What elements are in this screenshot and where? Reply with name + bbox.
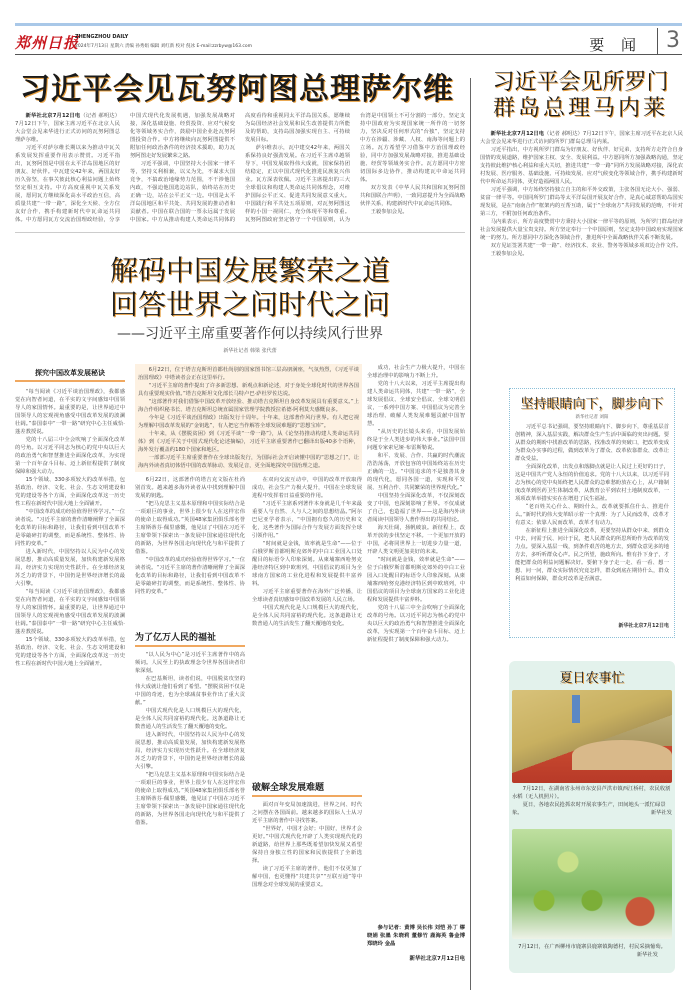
story3-headline-line1: 习近平会见所罗门 [492, 70, 669, 95]
story2-byline: 新华社记者 韩梁 张代蕾 [223, 348, 277, 354]
story2-para: “从历史的长镜头来看，中国发展始终是于全人类进步的伟大事业。”法国中国问题专家索尼娅·布雷斯勒说。 [367, 429, 465, 451]
story2-center-block [135, 364, 362, 941]
story2-para: “中国改革的成功经验值得世界学习。”一位读者说。“习近平主席的著作清晰阐释了全面深化改革的目标和路径，让我们看到中国改革不是零敲碎打的调整，而是系统性、整体性、协同性的变革。” [135, 557, 245, 595]
lead-para: 6月22日，位于塔吉克斯坦首都杜尚别的国家图书馆三层高朋满座，气氛热烈，《习近平谈治国理政》中塔读者会正在这里举行。 [138, 367, 359, 381]
caption-text: 夏日，各地农民抢抓农时开展农事生产，田间地头一派忙碌景象。 [512, 802, 666, 816]
harvest-photo [512, 690, 672, 783]
story2-para: 成功，社会生产力极大提升，中国在全球治理中的影响力不断上升。 [367, 365, 465, 379]
story1-para: 王毅参加会见。 [370, 209, 408, 215]
story2-para: “时间就是金钱，效率就是生命”——位于白俄罗斯首都明斯克郊外的中白工业园入口处醒目的标语令人印象深刻。从柬埔寨西哈努克港经济特区到中欧班列，中国倡议的项目为全球南方国家的工业化进程和发展提供丰富养料。 [367, 557, 465, 603]
story2-para: 进入新时代，中国坚持以人民为中心的发展思想，推动高质量发展，加快构建新发展格局，经济实力实现历史性跃升。在全球经济复苏乏力的背景下，中国仍是世界经济增长的最大引擎。 [15, 549, 125, 587]
story3-para: 双方见证签署共建“一带一路”、经济技术、农业、警务等领域多项双边合作文件。 [490, 243, 682, 249]
story2-para: 在双向交流互动中，中国的改革开放取得成功，社会生产力极大提升，中国在全球发展进程中发挥着日益重要的作用。 [252, 477, 362, 499]
story2-para: “把马克思主义基本原理和中国实际结合是一项艰巨的事业，世界上很少有人在这样宏伟的使命上取得成功。”英国48家集团俱乐部名誉主席斯蒂芬·佩里感慨，他见证了中国在习近平主席带领下探索出一条发展中国家通往现代化的新路，为世界各国走向现代化与和平提供了借鉴。 [135, 772, 245, 826]
story2-para: 中国坚持全面深化改革，不仅深刻改变了中国，也深刻影响了世界。不仅成就了自己，也造福了世界——这是海内外读者阅读中国领导人著作得出的共同结论。 [367, 493, 465, 523]
divider [15, 232, 465, 233]
story4-para: 全面深化改革，出发点和落脚点就是让人民过上更好的日子，这是中国共产党人永恒的价值追求。党的十八大以来，以习近平同志为核心的党中央始终把人民群众的急难愁盼放在心上，从户籍制度改革到医药卫生体制改革，从教育公平到农村土地制度改革，一项项改革举措实实在在增进了民生福祉。 [515, 464, 669, 502]
story5-headline: 夏日农事忙 [559, 671, 625, 686]
story2-para: “中国改革的成功经验值得世界学习。”一位读者说。“习近平主席的著作清晰阐释了全面深化改革的目标和路径，让我们看到中国改革不是零敲碎打的调整，而是系统性、整体性、协同性的变革。” [15, 509, 125, 547]
story2-para: 海天壮阔，扬帆破浪。新征程上，改革开放的步伐坚定不移。一个更加开放的中国，必将同世界上一切进步力量一道，开辟人类文明更加美好的未来。 [367, 525, 465, 555]
story2-para: 党的十八届三中全会吹响了全面深化改革的号角。以习近平同志为核心的党中央以巨大的政治勇气和智慧推进全面深化改革，为实现第一个百年奋斗目标、迈上新征程提供了制度保障和强大动力。 [15, 437, 125, 475]
commentary-box [509, 388, 675, 638]
photo-credit: 新华社发 [636, 952, 658, 958]
story4-para: “老百姓关心什么、期盼什么，改革就要抓住什么、推进什么。”新时代的伟大变革昭示着一个真理：为了人民而改革，改革才有意义；依靠人民而改革，改革才有动力。 [515, 504, 669, 526]
story1-para: 萨尔维表示，瓦中建交42年来，两国关系保持良好强劲发展。在习近平主席卓越领导下，中国发展取得伟大成就，国家保持团结稳定，正以中国式现代化推进民族复兴伟业。瓦方深表钦佩。习近平主席提出的三大全球倡议和构建人类命运共同体理念，对维护国际公平正义、促进共同发展意义重大。中国践行和平共处五项原则，对瓦努阿图这样的小国一视同仁，充分体现平等和尊重。瓦努阿图政府坚定恪守一个中国原则，认为台湾是中国领土不可分割的一部分，坚定支持中国政府为实现国家统一所作的一切努力，坚决反对任何形式的“台独”，坚定支持中方在涉疆、涉藏、人权、南海等问题上的立场。瓦方希望学习借鉴中方治国理政经验，同中方加强发展战略对接，推进基础设施、经贸等领域务实合作。瓦方愿同中方密切国际多边协作，推动构建瓦中命运共同体。 [245, 113, 465, 223]
story2-subtitle: ——习近平主席重要著作何以持续风行世界 [117, 326, 383, 342]
story2-para: 党的十八大以来，习近平主席提出构建人类命运共同体，共建“一带一路”，全球发展倡议、全球安全倡议、全球文明倡议，一系列中国方案、中国倡议为完善全球治理、破解人类发展难题贡献中国智慧。 [367, 381, 465, 427]
story2-reporters: 参与记者：黄博 吴长伟 刘恺 孙丁 缪晓娟 张墨 朱晓莉 董修竹 鹿海英 鲁金博 郑晓玲 金晶 [367, 925, 465, 947]
subhead-global-development: 破解全球发展难题 [252, 780, 362, 797]
grape-harvest-photo [512, 829, 672, 939]
story3-para: 习近平强调，中方始终坚持独立自主的和平外交政策，主张各国无论大小、强弱、贫富一律平等。中国同所罗门群岛等太平洋岛国开展友好合作，是真心诚意帮助岛国实现发展，是在“南南合作”框架内的互帮互助，属于“全球南方”共同发展的范畴，不针对第三方，不附加任何政治条件。 [480, 187, 683, 217]
story2-footer: 新华社北京7月12日电 [409, 956, 465, 962]
story1-para: 7月12日下午，国家主席习近平在北京人民大会堂会见来华进行正式访问的瓦努阿图总理萨尔维。 [15, 121, 120, 143]
story3-dateline: 新华社北京7月12日电 [490, 131, 545, 137]
story2-para: “每当阅读《习近平谈治国理政》，我都感觉在向智者问道，在平实的文字间感知中国领导人的家国情怀。最重要的是，让世界通过中国领导人的宏观视角感受中国改革发展的波澜壮阔。”泰国泰中“一带一路”研究中心主任威恰·蓬差教授说。 [15, 389, 125, 435]
story2-para: “时间就是金钱，效率就是生命”——位于白俄罗斯首都明斯克郊外的中白工业园入口处醒目的标语令人印象深刻。从柬埔寨西哈努克港经济特区到中欧班列，中国倡议的项目为全球南方国家的工业化进程和发展提供丰富养料。 [252, 541, 362, 587]
section-subhead: 探究中国改革发展秘诀 [15, 368, 125, 382]
story2-headline-line2: 回答世界之问时代之问 [109, 288, 390, 321]
section-name: 要 闻 [589, 36, 642, 54]
story2-headline-line1: 解码中国发展繁荣之道 [109, 254, 390, 287]
caption-text: 7月12日，在湖南省永州市东安县芦洪市镇西江桥村，农民收割水稻（无人机照片）。 [512, 786, 671, 800]
story2-para: 进入新时代，中国坚持以人民为中心的发展思想，推动高质量发展，加快构建新发展格局，经济实力实现历史性跃升。在全球经济复苏乏力的背景下，中国仍是世界经济增长的最大引擎。 [135, 732, 245, 770]
masthead [15, 28, 682, 55]
story2-column2 [135, 476, 245, 941]
newspaper-logo: 郑州日报 [15, 34, 80, 52]
page-number: 3 [657, 28, 680, 54]
story3-reporter: （记者 郝明达） [544, 131, 583, 137]
story2-para: 6月22日，这部著作的塔吉克文版在杜尚别首发。越来越多海外读者从中找到理解中国发展的钥匙。 [135, 477, 245, 499]
story2-para: “每当阅读《习近平谈治国理政》，我都感觉在向智者问道，在平实的文字间感知中国领导人的家国情怀。最重要的是，让世界通过中国领导人的宏观视角感受中国改革发展的波澜壮阔。”泰国泰中“一带一路”研究中心主任威恰·蓬差教授说。 [15, 589, 125, 635]
photo-credit: 新华社发 [650, 810, 672, 816]
story2-para: “把马克思主义基本原理和中国实际结合是一项艰巨的事业，世界上很少有人在这样宏伟的使命上取得成功。”英国48家集团俱乐部名誉主席斯蒂芬·佩里感慨，他见证了中国在习近平主席带领下探索出一条发展中国家通往现代化的新路，为世界各国走向现代化与和平提供了借鉴。 [135, 501, 245, 555]
issue-dateline: 2024年7月13日 星期六 责编 孙秀娟 编辑 刘红新 校对 倪冰 E-mail:zzrbyw@163.com [75, 44, 253, 49]
story4-para: 习近平总书记强调，要坚持眼睛向下、脚步向下，尊重基层首创精神，深入基层实践，解决群众生产生活中面临的突出问题。要从群众的期盼中找准改革的思路，找准改革的突破口，把改革变成为群众办实事的过程，做到改革为了群众、改革依靠群众、改革让群众受益。 [515, 424, 669, 462]
story2-para: 习近平主席重要著作在海外广泛传播，让全球读者真切感知中国改革发展的人民立场。 [252, 589, 362, 603]
story3-body [480, 130, 683, 370]
story2-para: 中国式现代化是人口规模巨大的现代化，是全体人民共同富裕的现代化。这条道路让无数普通人的生活发生了翻天覆地的变化。 [252, 605, 362, 627]
photo-feature-panel [509, 661, 675, 973]
story1-headline: 习近平会见瓦努阿图总理萨尔维 [20, 72, 454, 107]
farmer-figure [572, 695, 580, 723]
story1-body [15, 112, 465, 228]
story1-para: 双方发表《中华人民共和国和瓦努阿图共和国联合声明》，一致同意提升为全面战略伙伴关系，构建新时代中瓦命运共同体。 [360, 185, 465, 207]
grain-pile [572, 740, 672, 770]
story2-para: “习近平主席系列著作本身就是几千年来最重要人与自然、人与人之间的思想结晶。”阿尔巴尼亚学者表示，“中国拥有悠久的历史和文化，这些著作为国际合作与发展方面发挥全球引领作用。” [252, 501, 362, 539]
story2-para: 中国式现代化是人口规模巨大的现代化，是全体人民共同富裕的现代化。这条道路让无数普通人的生活发生了翻天覆地的变化。 [135, 708, 245, 730]
story2-para: “世界好，中国才会好；中国好，世界才会更好。”中国式现代化开辟了人类实现现代化的新道路，给世界上那些既希望加快发展又希望保持自身独立性的国家和民族提供了全新选择。 [252, 826, 362, 864]
story2-column3 [252, 476, 362, 941]
story4-headline: 坚持眼睛向下，脚步向下 [520, 397, 664, 412]
story1-dateline: 新华社北京7月12日电 [25, 113, 81, 119]
story3-headline-line2: 群岛总理马内莱 [492, 96, 668, 121]
lead-para: 今年是《习近平谈治国理政》出版发行十周年。十年来，这部著作风行世界。有人把它视为理解中国改革发展的“金钥匙”，有人把它当作解答全球发展难题的“思想宝库”。 [138, 415, 359, 429]
subhead-welfare: 为了亿万人民的福祉 [135, 630, 245, 647]
story2-para: “以人民为中心”是习近平主席著作中的高频词。人民至上的执政理念令世界各国读者印象深刻。 [135, 652, 245, 674]
story3-para: 习近平指出，中方视所罗门群岛为好朋友、好伙伴、好兄弟，支持所方走符合自身国情的发展道路，维护国家主权、安全、发展利益。中方愿同所方加强战略沟通，坚定支持彼此维护核心利益和重大关切，推进共建“一带一路”同所方发展战略对接，深化农村发展、医疗服务、基础设施、可持续发展、应对气候变化等领域合作，携手构建新时代中所命运共同体，更好造福两国人民。 [480, 147, 683, 185]
story2-para: 读了习近平主席的著作，他们不仅更加了解中国，也更懂得“共建共享”“互联互通”等中国理念对全球发展的重要意义。 [252, 866, 362, 888]
lead-para: 一部部习近平主席重要著作在全球出版发行，为国际社会开启读懂中国的“思想之门”，让海内外读者真切体悟中国的改革脉动、发展足音，更全面地探究中国治理之道。 [138, 455, 359, 469]
story2-para: 在巴基斯坦，读者们说，中国脱贫攻坚的伟大成就让他们看到了希望。“摆脱贫困不仅是中国的奇迹，也为全球减贫事业作出了重大贡献。” [135, 676, 245, 706]
story2-column4 [367, 364, 465, 962]
top-rule [15, 23, 682, 26]
lead-para: 十年来，从《摆脱贫困》到《习近平谈“一带一路”》，从《论坚持推动构建人类命运共同体》到《习近平关于中国式现代化论述摘编》，习近平主席重要著作已翻译出版40多个语种，海外发行覆盖约180个国家和地区。 [138, 431, 359, 453]
story3-para: 马内莱表示，所方高度赞赏中方秉持大小国家一律平等的原则，为所罗门群岛经济社会发展提供大量宝贵支持。所方坚定奉行一个中国原则，坚定支持中国政府实现国家统一的努力。所方愿同中方深化各领域合作，推进所中全面战略伙伴关系不断发展。 [480, 219, 683, 241]
story2-para: 15个领域、330多项较大的改革举措，包括政治、经济、文化、社会、生态文明建设和党的建设等各个方面，全面深化改革这一历史性工程在新时代中国大地上全面铺开。 [15, 477, 125, 507]
story3-para: 王毅参加会见。 [490, 251, 528, 257]
story2-column1 [15, 364, 125, 993]
story2-para: 和平、发展、合作、共赢的时代潮流浩浩荡荡，开放包容的中国始终站在历史正确的一边。“中国追求的不是独善其身的现代化，愿同各国一道，实现和平发展、互利合作、共同繁荣的世界现代化。” [367, 453, 465, 491]
story1-para: 习近平对萨尔维长期以来为推动中瓦关系发展发挥重要作用表示赞赏。习近平指出，瓦努阿图是中国在太平洋岛国地区的好朋友、好伙伴。中瓦建交42年来，两国友好历久弥坚，在事关彼此核心利益问题上始终坚定相互支持。中方高度重视中瓦关系发展，愿同瓦方继续深化高水平政治互信，高质量共建“一带一路”，深化全天候、全方位友好合作，携手构建新时代中瓦命运共同体。中方愿同瓦方交流治国理政经验，分享中国式现代化发展机遇，加强发展战略对接，深化基础设施、经贸投资、应对气候变化等领域务实合作，鼓励中国企业赴瓦努阿图投资合作。中方将继续向瓦努阿图提供不附加任何政治条件的经济技术援助，助力瓦努阿图走好发展繁荣之路。 [15, 113, 235, 223]
story2-header [100, 254, 400, 354]
story4-byline: 新华社记者 刘阳 [575, 415, 609, 420]
lead-para: “这部著作对我们借鉴中国改革开放经验、推动塔吉克斯坦自身改革发展具有重要意义。”上海合作组织秘书长、塔吉克斯坦总统直属国家管理学院教授拉希德·阿利莫夫感慨良多。 [138, 399, 359, 413]
newspaper-english-name: ZHENGZHOU DAILY [75, 34, 129, 40]
story2-para: 15个领域、330多项较大的改革举措，包括政治、经济、文化、社会、生态文明建设和党的建设等各个方面，全面深化改革这一历史性工程在新时代中国大地上全面铺开。 [15, 637, 125, 667]
story4-para: 在新征程上推进全面深化改革，更要坚持从群众中来、到群众中去，问需于民、问计于民，把人民群众的所思所盼作为改革的发力点。要深入基层一线，到条件艰苦的地方去，到群众意见多的地方去，多听听群众心声。民之所望，施政所向。惟有扑下身子，才能把群众的利益问题解决好。要俯下身子走一走、看一看、想一想、问一问，群众实际情况究竟怎样，群众到底在期待什么，群众利益如何保障，群众对改革是否满意。 [515, 528, 669, 582]
story3-para: 7月12日下午，国家主席习近平在北京人民大会堂会见来华进行正式访问的所罗门群岛总理马内莱。 [480, 131, 683, 145]
story1-para: 习近平强调，中国坚持大小国家一律平等，坚持义利相兼，以义为先，不谋求大国竞争，不搞政治地缘势力范围，不干涉他国内政，不强迫他国选边站队，始终站在历史正确一边，站在公平正义一边。中国是太平洋岛国地区和平共处、共同发展的推动者和贡献者。中国在联合国的一票永远属于发展中国家。中方从推动构建人类命运共同体的高度看待和重视同太平洋岛国关系，愿继续为岛国经济社会发展和民生改善提供力所能及的帮助，支持岛国加强实现自主、可持续发展目标。 [130, 113, 350, 223]
story4-footer: 新华社北京7月12日电 [618, 623, 669, 629]
lead-para: “习近平主席的著作提出了许多新思想、新观点和新论述，对于身处全球化时代的世界各国具有重要现实价值。”塔吉克斯坦文化部长马特卢巴·萨杜罗佐达说。 [138, 383, 359, 397]
caption-text: 7月12日，在广西柳州市鹿寨县鹿寨镇陶德村，村民采摘葡萄。 [518, 944, 666, 950]
story4-body [515, 423, 669, 619]
story3-headline [478, 70, 683, 122]
story1-reporter: （记者 郝明达） [80, 113, 120, 119]
story2-para: 党的十八届三中全会吹响了全面深化改革的号角。以习近平同志为核心的党中央以巨大的政治勇气和智慧推进全面深化改革，为实现第一个百年奋斗目标、迈上新征程提供了制度保障和强大动力。 [367, 605, 465, 643]
photo1-caption [512, 785, 672, 817]
story2-lead [135, 364, 362, 472]
story2-columns-2-3 [135, 476, 362, 941]
column-divider [470, 78, 471, 990]
story2-para: 面对百年变局加速演进，世界之问、时代之问摆在各国面前。越来越多的国际人士从习近平主席的著作中寻找答案。 [252, 802, 362, 824]
